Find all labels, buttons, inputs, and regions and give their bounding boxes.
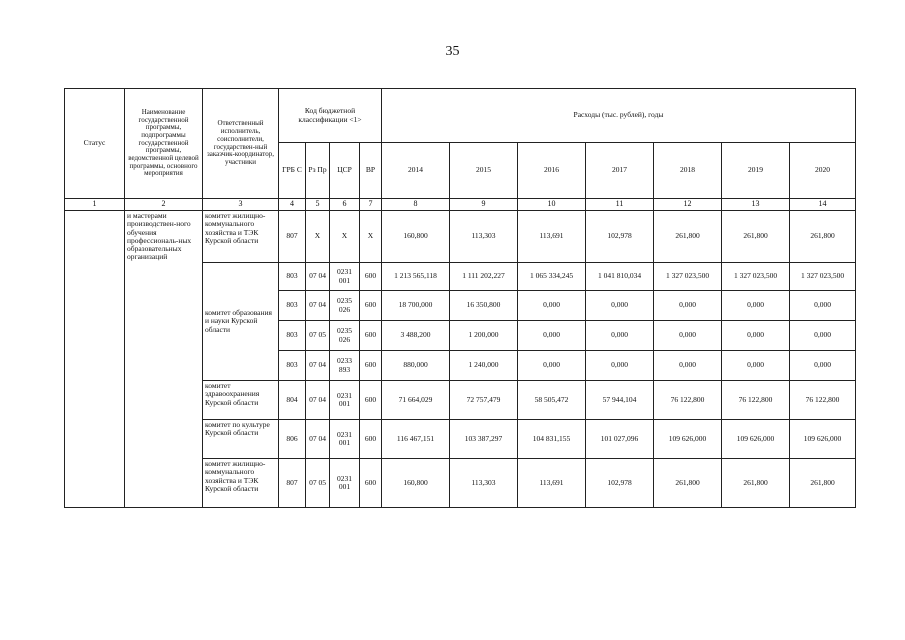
header-grbs: ГРБ С <box>279 143 306 199</box>
grbs-cell: 803 <box>279 291 306 321</box>
csr-cell: 0231 001 <box>330 263 360 291</box>
amount-cell: 0,000 <box>790 351 856 381</box>
column-number: 5 <box>306 199 330 211</box>
amount-cell: 3 488,200 <box>382 321 450 351</box>
amount-cell: 72 757,479 <box>450 381 518 420</box>
amount-cell: 1 213 565,118 <box>382 263 450 291</box>
amount-cell: 0,000 <box>518 321 586 351</box>
table-row <box>65 211 856 263</box>
amount-cell: 1 111 202,227 <box>450 263 518 291</box>
column-number: 9 <box>450 199 518 211</box>
csr-cell: 0231 001 <box>330 459 360 508</box>
amount-cell: 58 505,472 <box>518 381 586 420</box>
amount-cell: 1 327 023,500 <box>722 263 790 291</box>
column-number: 12 <box>654 199 722 211</box>
amount-cell: 71 664,029 <box>382 381 450 420</box>
grbs-cell: 807 <box>279 459 306 508</box>
amount-cell: 113,691 <box>518 211 586 263</box>
grbs-cell: 803 <box>279 351 306 381</box>
executor-cell: комитет образования и науки Курской области <box>203 263 279 381</box>
vr-cell: 600 <box>360 420 382 459</box>
amount-cell: 0,000 <box>722 351 790 381</box>
amount-cell: 16 350,800 <box>450 291 518 321</box>
amount-cell: 261,800 <box>722 211 790 263</box>
amount-cell: 261,800 <box>722 459 790 508</box>
amount-cell: 160,800 <box>382 211 450 263</box>
header-year: 2014 <box>382 143 450 199</box>
amount-cell: 76 122,800 <box>790 381 856 420</box>
amount-cell: 261,800 <box>790 459 856 508</box>
csr-cell: 0235 026 <box>330 321 360 351</box>
amount-cell: 261,800 <box>654 459 722 508</box>
csr-cell: 0235 026 <box>330 291 360 321</box>
rzpr-cell: 07 04 <box>306 420 330 459</box>
amount-cell: 880,000 <box>382 351 450 381</box>
amount-cell: 103 387,297 <box>450 420 518 459</box>
header-year: 2017 <box>586 143 654 199</box>
column-number: 11 <box>586 199 654 211</box>
header-status: Статус <box>65 89 125 199</box>
amount-cell: 109 626,000 <box>722 420 790 459</box>
column-number: 6 <box>330 199 360 211</box>
vr-cell: 600 <box>360 459 382 508</box>
csr-cell: 0231 001 <box>330 420 360 459</box>
amount-cell: 109 626,000 <box>790 420 856 459</box>
amount-cell: 0,000 <box>586 351 654 381</box>
vr-cell: 600 <box>360 351 382 381</box>
amount-cell: 160,800 <box>382 459 450 508</box>
amount-cell: 101 027,096 <box>586 420 654 459</box>
vr-cell: 600 <box>360 263 382 291</box>
rzpr-cell: 07 05 <box>306 321 330 351</box>
column-number: 4 <box>279 199 306 211</box>
rzpr-cell: 07 04 <box>306 381 330 420</box>
grbs-cell: 803 <box>279 321 306 351</box>
amount-cell: 1 240,000 <box>450 351 518 381</box>
vr-cell: 600 <box>360 291 382 321</box>
header-year: 2019 <box>722 143 790 199</box>
amount-cell: 104 831,155 <box>518 420 586 459</box>
column-number: 14 <box>790 199 856 211</box>
vr-cell: X <box>360 211 382 263</box>
amount-cell: 0,000 <box>518 291 586 321</box>
amount-cell: 113,691 <box>518 459 586 508</box>
header-program-name: Наименование государственной программы, подпрограммы государственной программы, ведомственной целевой программы, основного мероприятия <box>125 89 203 199</box>
executor-cell: комитет здравоохранения Курской области <box>203 381 279 420</box>
amount-cell: 1 327 023,500 <box>654 263 722 291</box>
grbs-cell: 807 <box>279 211 306 263</box>
column-number-row <box>65 199 856 211</box>
amount-cell: 0,000 <box>790 291 856 321</box>
amount-cell: 261,800 <box>654 211 722 263</box>
header-vr: ВР <box>360 143 382 199</box>
header-csr: ЦСР <box>330 143 360 199</box>
amount-cell: 18 700,000 <box>382 291 450 321</box>
executor-cell: комитет жилищно-коммунального хозяйства и ТЭК Курской области <box>203 211 279 263</box>
header-expenses: Расходы (тыс. рублей), годы <box>382 89 856 143</box>
amount-cell: 0,000 <box>722 291 790 321</box>
header-year: 2015 <box>450 143 518 199</box>
amount-cell: 76 122,800 <box>722 381 790 420</box>
amount-cell: 0,000 <box>790 321 856 351</box>
vr-cell: 600 <box>360 381 382 420</box>
csr-cell: 0231 001 <box>330 381 360 420</box>
header-budget-code: Код бюджетной классификации <1> <box>279 89 382 143</box>
amount-cell: 116 467,151 <box>382 420 450 459</box>
header-rzpr: Рз Пр <box>306 143 330 199</box>
amount-cell: 0,000 <box>722 321 790 351</box>
amount-cell: 113,303 <box>450 211 518 263</box>
executor-cell: комитет по культуре Курской области <box>203 420 279 459</box>
rzpr-cell: 07 04 <box>306 263 330 291</box>
header-year: 2020 <box>790 143 856 199</box>
header-year: 2018 <box>654 143 722 199</box>
amount-cell: 0,000 <box>586 291 654 321</box>
rzpr-cell: 07 04 <box>306 351 330 381</box>
program-name-cell: и мастерами производствен-ного обучения профессиональ-ных образовательных организаций <box>125 211 203 508</box>
header-row-1 <box>65 89 856 143</box>
column-number: 13 <box>722 199 790 211</box>
header-executor: Ответственный исполнитель, соисполнители, государствен-ный заказчик-координатор, участники <box>203 89 279 199</box>
grbs-cell: 803 <box>279 263 306 291</box>
amount-cell: 102,978 <box>586 211 654 263</box>
amount-cell: 113,303 <box>450 459 518 508</box>
rzpr-cell: 07 04 <box>306 291 330 321</box>
amount-cell: 0,000 <box>586 321 654 351</box>
grbs-cell: 804 <box>279 381 306 420</box>
rzpr-cell: X <box>306 211 330 263</box>
column-number: 10 <box>518 199 586 211</box>
amount-cell: 76 122,800 <box>654 381 722 420</box>
column-number: 1 <box>65 199 125 211</box>
grbs-cell: 806 <box>279 420 306 459</box>
amount-cell: 109 626,000 <box>654 420 722 459</box>
amount-cell: 1 065 334,245 <box>518 263 586 291</box>
rzpr-cell: 07 05 <box>306 459 330 508</box>
column-number: 8 <box>382 199 450 211</box>
csr-cell: 0233 893 <box>330 351 360 381</box>
column-number: 2 <box>125 199 203 211</box>
column-number: 3 <box>203 199 279 211</box>
status-cell <box>65 211 125 508</box>
column-number: 7 <box>360 199 382 211</box>
amount-cell: 1 200,000 <box>450 321 518 351</box>
amount-cell: 0,000 <box>654 351 722 381</box>
header-year: 2016 <box>518 143 586 199</box>
amount-cell: 1 327 023,500 <box>790 263 856 291</box>
amount-cell: 0,000 <box>518 351 586 381</box>
amount-cell: 261,800 <box>790 211 856 263</box>
amount-cell: 57 944,104 <box>586 381 654 420</box>
budget-table <box>64 88 856 508</box>
page-number: 35 <box>445 44 460 59</box>
amount-cell: 0,000 <box>654 291 722 321</box>
amount-cell: 1 041 810,034 <box>586 263 654 291</box>
amount-cell: 0,000 <box>654 321 722 351</box>
executor-cell: комитет жилищно-коммунального хозяйства и ТЭК Курской области <box>203 459 279 508</box>
vr-cell: 600 <box>360 321 382 351</box>
csr-cell: X <box>330 211 360 263</box>
amount-cell: 102,978 <box>586 459 654 508</box>
